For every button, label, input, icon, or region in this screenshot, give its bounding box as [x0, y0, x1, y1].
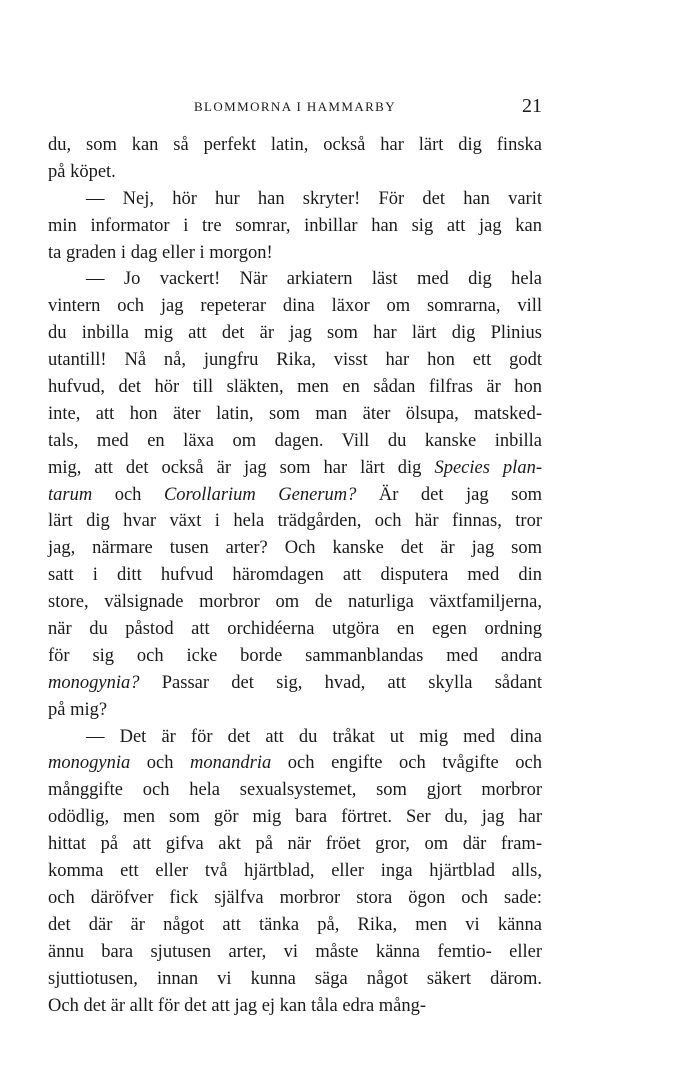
text-segment: sjuttiotusen, innan vi kunna säga något säkert därom.: [48, 968, 542, 989]
text-line: [48, 428, 542, 455]
text-segment: Passar det sig, hvad, att skylla sådant: [139, 672, 542, 693]
text-line: [48, 885, 542, 912]
text-line: [48, 374, 542, 401]
text-segment: tals, med en läxa om dagen. Vill du kanske inbilla: [48, 430, 542, 451]
text-segment: det där är något att tänka på, Rika, men vi känna: [48, 914, 542, 935]
text-segment: ännu bara sjutusen arter, vi måste känna femtio- eller: [48, 941, 542, 962]
text-line: [48, 993, 542, 1020]
text-line: [48, 589, 542, 616]
text-line: [48, 320, 542, 347]
text-segment: du inbilla mig att det är jag som har lärt dig Plinius: [48, 323, 542, 344]
text-line: [48, 616, 542, 643]
text-segment: — Jo vackert! När arkiatern läst med dig hela: [86, 269, 542, 290]
text-line: [48, 213, 542, 240]
text-line: [48, 482, 542, 509]
text-line: [48, 401, 542, 428]
text-segment: för sig och icke borde sammanblandas med andra: [48, 645, 542, 666]
text-line: [48, 508, 542, 535]
text-line: [48, 670, 542, 697]
text-line: [48, 939, 542, 966]
text-line: [48, 132, 542, 159]
text-line: [48, 966, 542, 993]
text-line: [48, 750, 542, 777]
italic-text-segment: tarum: [48, 484, 93, 505]
italic-text-segment: Species plan-: [434, 457, 542, 478]
text-segment: hittat på att gifva akt på när fröet gror, om där fram-: [48, 834, 542, 855]
text-line: [48, 697, 542, 724]
text-segment: mig, att det också är jag som har lärt dig: [48, 457, 435, 478]
text-segment: ta graden i dag eller i morgon!: [48, 242, 273, 263]
text-line: [48, 186, 542, 213]
text-segment: satt i ditt hufvud häromdagen att disputera med din: [48, 565, 542, 586]
running-head: BLOMMORNA I HAMMARBY: [193, 99, 397, 114]
text-segment: — Det är för det att du tråkat ut mig med dina: [86, 726, 542, 747]
text-segment: och däröfver fick själfva morbror stora ögon och sade:: [48, 887, 542, 908]
text-line: [48, 455, 542, 482]
text-segment: på mig?: [48, 699, 108, 720]
text-segment: och: [130, 753, 191, 774]
italic-text-segment: Corollarium Generum?: [163, 484, 357, 505]
text-segment: utantill! Nå nå, jungfru Rika, visst har hon ett godt: [48, 350, 542, 371]
text-line: [48, 535, 542, 562]
body-text: [48, 132, 542, 1019]
text-segment: inte, att hon äter latin, som man äter ölsupa, matsked-: [48, 403, 542, 424]
text-segment: odödlig, men som gör mig bara förtret. Ser du, jag har: [48, 807, 542, 828]
text-segment: lärt dig hvar växt i hela trädgården, och här finnas, tror: [48, 511, 542, 532]
italic-text-segment: monogynia?: [48, 672, 140, 693]
text-line: [48, 643, 542, 670]
text-segment: när du påstod att orchidéerna utgöra en egen ordning: [48, 619, 542, 640]
page-header: [48, 95, 542, 119]
text-line: [48, 159, 542, 186]
text-segment: och engifte och tvågifte och: [271, 753, 543, 774]
text-segment: och: [92, 484, 164, 505]
text-segment: komma ett eller två hjärtblad, eller inga hjärtblad alls,: [48, 861, 542, 882]
page-number: 21: [522, 95, 542, 117]
text-line: [48, 293, 542, 320]
text-line: [48, 240, 542, 267]
text-segment: månggifte och hela sexualsystemet, som gjort morbror: [48, 780, 542, 801]
text-line: [48, 804, 542, 831]
text-line: [48, 831, 542, 858]
text-line: [48, 347, 542, 374]
text-segment: vintern och jag repeterar dina läxor om somrarna, vill: [48, 296, 542, 317]
text-segment: Är det jag som: [356, 484, 542, 505]
text-line: [48, 912, 542, 939]
text-segment: på köpet.: [48, 161, 116, 182]
text-segment: jag, närmare tusen arter? Och kanske det är jag som: [48, 538, 542, 559]
text-line: [48, 724, 542, 751]
text-segment: hufvud, det hör till släkten, men en sådan filfras är hon: [48, 377, 542, 398]
text-line: [48, 562, 542, 589]
italic-text-segment: monogynia: [48, 753, 131, 774]
text-line: [48, 266, 542, 293]
text-segment: min informator i tre somrar, inbillar han sig att jag kan: [48, 215, 542, 236]
text-line: [48, 777, 542, 804]
text-segment: — Nej, hör hur han skryter! För det han varit: [86, 188, 542, 209]
text-segment: store, välsignade morbror om de naturliga växtfamiljerna,: [48, 592, 542, 613]
text-line: [48, 858, 542, 885]
text-segment: du, som kan så perfekt latin, också har lärt dig finska: [48, 135, 542, 155]
italic-text-segment: monandria: [190, 753, 272, 774]
text-segment: Och det är allt för det att jag ej kan tåla edra mång-: [48, 995, 427, 1016]
